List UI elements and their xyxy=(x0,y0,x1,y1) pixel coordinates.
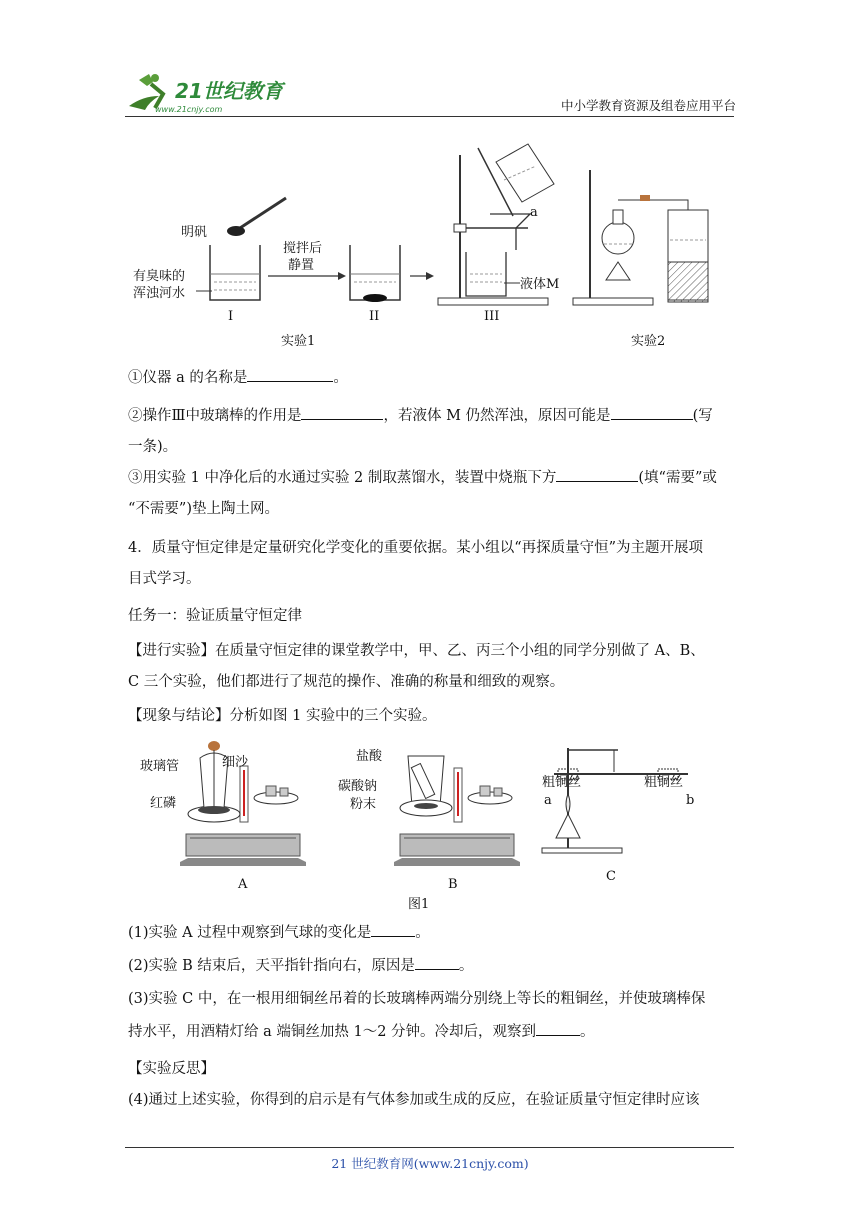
line-1: ①仪器 a 的名称是 。 xyxy=(128,370,348,386)
sodium-carbonate-label-2: 粉末 xyxy=(350,797,377,812)
river-water-label-1: 有臭味的 xyxy=(133,269,186,284)
caption-a: A xyxy=(238,877,248,892)
caption-c: C xyxy=(606,869,616,884)
copper-wire-left-label: 粗铜丝 xyxy=(542,775,582,790)
line-6: 4．质量守恒定律是定量研究化学变化的重要依据。某小组以“再探质量守恒”为主题开展项 xyxy=(128,540,704,556)
fine-sand-label: 细沙 xyxy=(222,755,249,770)
arrow-label-2: 静置 xyxy=(288,258,315,273)
line-3: 一条)。 xyxy=(128,439,178,455)
line-9: 【进行实验】在质量守恒定律的课堂教学中，甲、乙、丙三个小组的同学分别做了 A、B、 xyxy=(128,643,705,659)
line-12: (1)实验 A 过程中观察到气球的变化是 。 xyxy=(128,925,430,941)
caption-exp1: 实验1 xyxy=(281,334,316,349)
roman-3: III xyxy=(484,309,500,324)
line-2: ②操作Ⅲ中玻璃棒的作用是 ，若液体 M 仍然浑浊，原因可能是 (写 xyxy=(128,408,713,424)
logo-text: 21世纪教育 xyxy=(175,79,283,103)
line-16: 【实验反思】 xyxy=(128,1061,215,1077)
figure-1-balances xyxy=(128,738,728,913)
balance-b xyxy=(394,756,520,866)
line-7: 目式学习。 xyxy=(128,571,201,587)
line-17: (4)通过上述实验，你得到的启示是有气体参加或生成的反应，在验证质量守恒定律时应该 xyxy=(128,1092,700,1108)
line-14: (3)实验 C 中，在一根用细铜丝吊着的长玻璃棒两端分别绕上等长的粗铜丝，并使玻璃棒保 xyxy=(128,991,706,1007)
glass-tube-label: 玻璃管 xyxy=(140,759,180,774)
arrow-label-1: 搅拌后 xyxy=(283,241,323,256)
beaker-2 xyxy=(350,245,400,302)
spoon-icon xyxy=(227,198,286,236)
roman-2: II xyxy=(369,309,380,324)
logo-url: www.21cnjy.com xyxy=(155,105,223,114)
copper-wire-setup xyxy=(542,748,688,853)
header-right-text: 中小学教育资源及组卷应用平台 xyxy=(561,98,737,113)
hydrochloric-acid-label: 盐酸 xyxy=(356,749,383,764)
footer-text: 21 世纪教育网(www.21cnjy.com) xyxy=(331,1156,529,1171)
experiment-figure-1 xyxy=(128,140,728,355)
line-10: C 三个实验，他们都进行了规范的操作、准确的称量和细致的观察。 xyxy=(128,674,565,690)
liquid-m-label: 液体M xyxy=(520,277,560,292)
river-water-label-2: 浑浊河水 xyxy=(133,286,186,301)
line-13: (2)实验 B 结束后，天平指针指向右，原因是 。 xyxy=(128,958,474,974)
header-rule xyxy=(125,116,734,117)
line-8: 任务一：验证质量守恒定律 xyxy=(128,608,302,624)
figure-1-title: 图1 xyxy=(408,897,430,912)
line-15: 持水平，用酒精灯给 a 端铜丝加热 1～2 分钟。冷却后，观察到 。 xyxy=(128,1024,595,1040)
copper-wire-right-label: 粗铜丝 xyxy=(644,775,684,790)
footer-rule xyxy=(125,1147,734,1148)
line-5: “不需要”)垫上陶土网。 xyxy=(128,501,279,517)
sodium-carbonate-label-1: 碳酸钠 xyxy=(338,779,378,794)
logo-icon xyxy=(125,70,290,118)
line-4: ③用实验 1 中净化后的水通过实验 2 制取蒸馏水，装置中烧瓶下方 (填“需要”或 xyxy=(128,470,717,486)
label-a: a xyxy=(530,205,538,220)
beaker-1 xyxy=(210,245,260,300)
caption-exp2: 实验2 xyxy=(631,334,666,349)
red-phosphorus-label: 红磷 xyxy=(150,796,177,811)
alum-label: 明矾 xyxy=(181,225,208,240)
distillation-setup xyxy=(573,170,708,305)
end-b-label: b xyxy=(686,793,695,808)
roman-1: I xyxy=(228,309,234,324)
caption-b: B xyxy=(448,877,458,892)
end-a-label: a xyxy=(544,793,552,808)
line-11: 【现象与结论】分析如图 1 实验中的三个实验。 xyxy=(128,708,437,724)
